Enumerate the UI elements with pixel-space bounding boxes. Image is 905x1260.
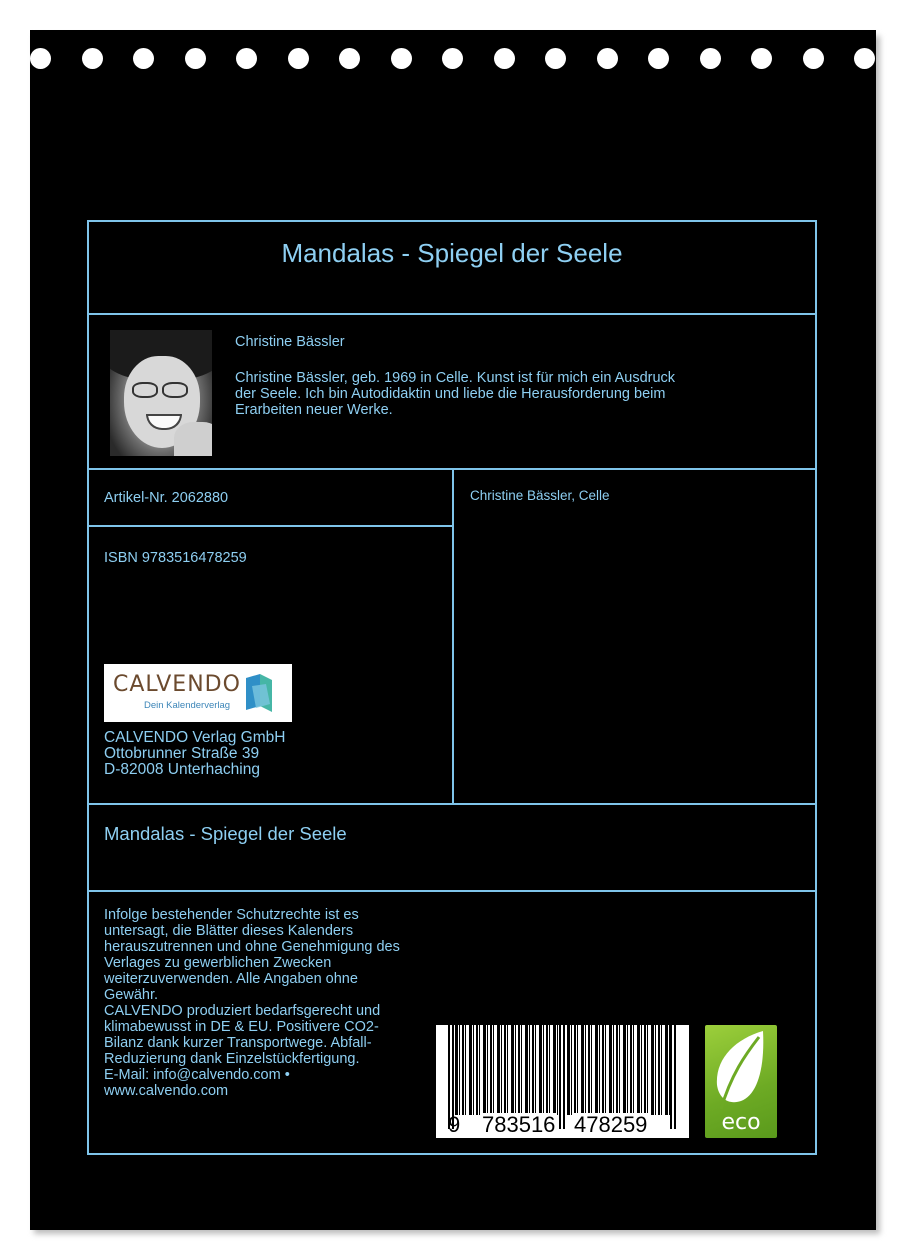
logo-subline: Dein Kalenderverlag [144, 700, 231, 711]
author-bio-line: Erarbeiten neuer Werke. [235, 402, 393, 418]
legal-line: CALVENDO produziert bedarfsgerecht und [104, 1003, 381, 1019]
publisher-address-line: Ottobrunner Straße 39 [104, 745, 260, 762]
legal-line: Reduzierung dank Einzelstückfertigung. [104, 1051, 360, 1067]
binding-hole [597, 48, 618, 69]
subtitle: Mandalas - Spiegel der Seele [104, 823, 347, 844]
binding-hole [648, 48, 669, 69]
barcode-digit: 9 [448, 1112, 461, 1137]
eco-badge [705, 1025, 777, 1138]
binding-hole [803, 48, 824, 69]
binding-hole [494, 48, 515, 69]
logo-word: CALVENDO [113, 672, 241, 697]
binding-hole [854, 48, 875, 69]
publisher-address-line: D-82008 Unterhaching [104, 761, 260, 778]
article-number: Artikel-Nr. 2062880 [104, 490, 229, 506]
legal-line: herauszutrennen und ohne Genehmigung des [104, 939, 400, 955]
legal-line: klimabewusst in DE & EU. Positivere CO2- [104, 1019, 379, 1035]
author-bio-line: Christine Bässler, geb. 1969 in Celle. Kunst ist für mich ein Ausdruck [235, 370, 676, 386]
legal-line: Infolge bestehender Schutzrechte ist es [104, 907, 359, 923]
leaf-icon [705, 1025, 777, 1115]
publisher-address-line: CALVENDO Verlag GmbH [104, 729, 286, 746]
legal-line: untersagt, die Blätter dieses Kalenders [104, 923, 354, 939]
legal-line: www.calvendo.com [104, 1083, 229, 1099]
author-bio-line: der Seele. Ich bin Autodidaktin und liebe die Herausforderung beim [235, 386, 666, 402]
legal-line: weiterzuverwenden. Alle Angaben ohne [104, 971, 358, 987]
binding-hole [82, 48, 103, 69]
binding-hole [133, 48, 154, 69]
calendar-back-page [30, 30, 876, 1230]
legal-line: Gewähr. [104, 987, 158, 1003]
barcode-digits: 783516 [482, 1112, 556, 1137]
binding-hole [442, 48, 463, 69]
isbn-barcode [436, 1025, 689, 1138]
copyright-credit: Christine Bässler, Celle [470, 488, 610, 503]
binding-hole [236, 48, 257, 69]
isbn: ISBN 9783516478259 [104, 550, 247, 566]
divider [87, 890, 817, 892]
legal-line: Bilanz dank kurzer Transportwege. Abfall- [104, 1035, 372, 1051]
calvendo-logo [104, 664, 292, 722]
eco-label: eco [721, 1110, 761, 1135]
legal-line: E-Mail: info@calvendo.com • [104, 1067, 290, 1083]
page-title: Mandalas - Spiegel der Seele [281, 238, 623, 268]
barcode-digits: 478259 [574, 1112, 648, 1137]
binding-hole [30, 48, 51, 69]
divider [87, 313, 817, 315]
binding-hole [751, 48, 772, 69]
legal-line: Verlages zu gewerblichen Zwecken [104, 955, 332, 971]
binding-hole [339, 48, 360, 69]
binding-hole [391, 48, 412, 69]
author-name: Christine Bässler [235, 334, 345, 350]
divider [452, 468, 454, 805]
author-photo [110, 330, 212, 456]
calvendo-mark-icon [244, 674, 274, 712]
binding-hole [700, 48, 721, 69]
binding-hole [288, 48, 309, 69]
binding-hole [545, 48, 566, 69]
divider [87, 525, 454, 527]
binding-hole [185, 48, 206, 69]
